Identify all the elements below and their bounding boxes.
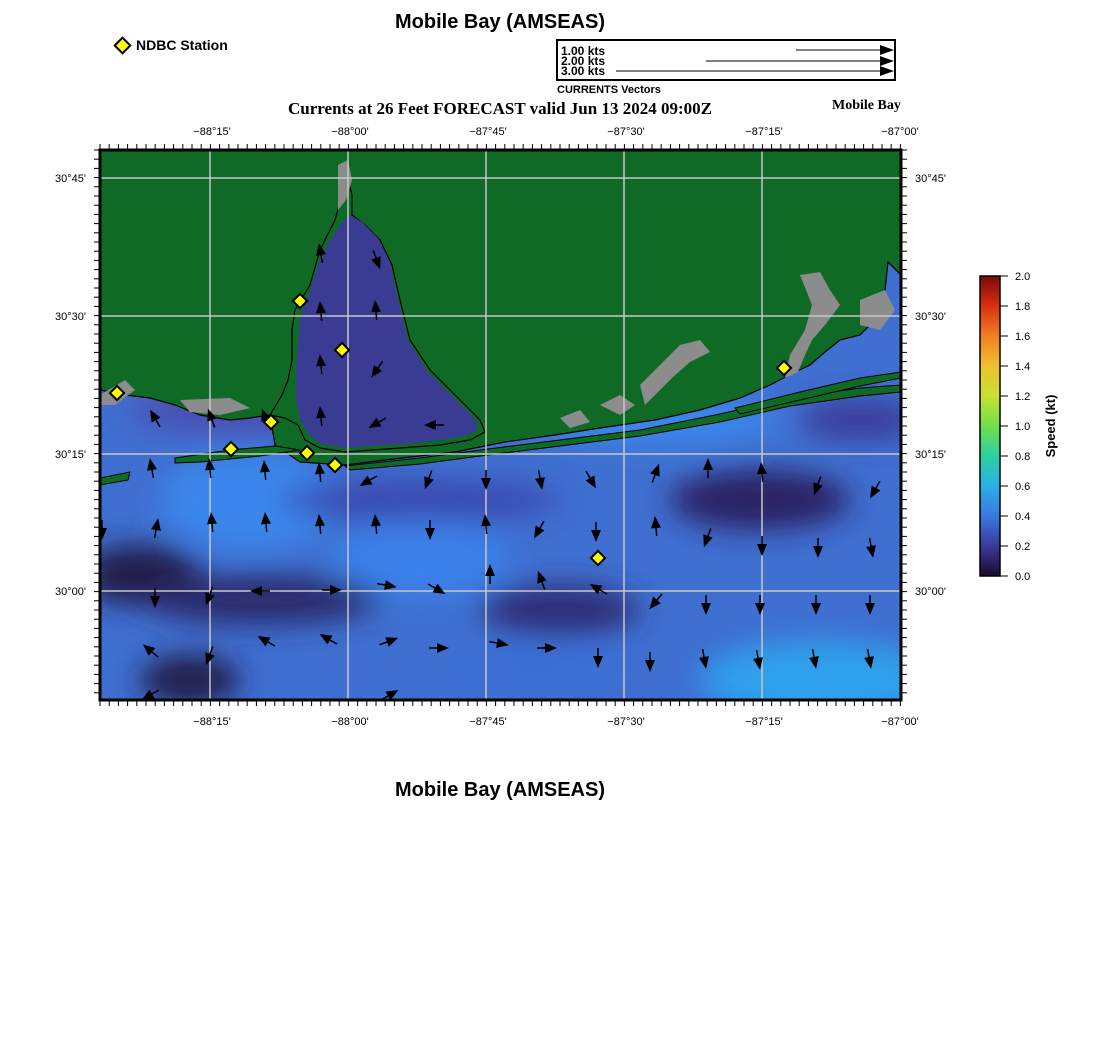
lon-tick-bottom-5: −87°15' bbox=[745, 716, 783, 728]
lon-tick-bottom-4: −87°30' bbox=[607, 716, 645, 728]
region-label: Mobile Bay bbox=[832, 98, 901, 113]
lon-tick-top-6: −87°00' bbox=[881, 126, 919, 138]
cbar-label-16: 1.6 bbox=[1015, 331, 1031, 343]
cbar-label-04: 0.4 bbox=[1015, 511, 1031, 523]
speed-colorbar bbox=[980, 271, 1058, 583]
lat-tick-right-3: 30°15' bbox=[915, 449, 946, 461]
cbar-label-20: 2.0 bbox=[1015, 271, 1031, 283]
vector-caption: CURRENTS Vectors bbox=[557, 84, 661, 96]
lat-tick-left-3: 30°15' bbox=[55, 449, 86, 461]
cbar-label-14: 1.4 bbox=[1015, 361, 1031, 373]
map-frame-content bbox=[80, 150, 940, 720]
lon-tick-top-4: −87°30' bbox=[607, 126, 645, 138]
lat-tick-right-1: 30°45' bbox=[915, 173, 946, 185]
lon-tick-bottom-2: −88°00' bbox=[331, 716, 369, 728]
lat-tick-left-1: 30°45' bbox=[55, 173, 86, 185]
vector-scale-label-3: 3.00 kts bbox=[561, 64, 606, 78]
lat-tick-right-4: 30°00' bbox=[915, 586, 946, 598]
lon-tick-top-1: −88°15' bbox=[193, 126, 231, 138]
page-title: Mobile Bay (AMSEAS) bbox=[394, 11, 606, 33]
cbar-label-06: 0.6 bbox=[1015, 481, 1031, 493]
lon-tick-top-3: −87°45' bbox=[469, 126, 507, 138]
colorbar-labels bbox=[1015, 271, 1030, 583]
cbar-label-02: 0.2 bbox=[1015, 541, 1031, 553]
lon-tick-bottom-6: −87°00' bbox=[881, 716, 919, 728]
lon-tick-bottom-3: −87°45' bbox=[469, 716, 507, 728]
lat-tick-left-2: 30°30' bbox=[55, 311, 86, 323]
cbar-label-12: 1.2 bbox=[1015, 391, 1031, 403]
station-legend-label: NDBC Station bbox=[136, 37, 228, 53]
colorbar-gradient bbox=[980, 276, 1000, 576]
colorbar-title: Speed (kt) bbox=[1043, 394, 1058, 458]
plot-title: Currents at 26 Feet FORECAST valid Jun 13 2024 09:00Z bbox=[288, 99, 712, 118]
lat-tick-left-4: 30°00' bbox=[55, 586, 86, 598]
vector-scale-label-2: 2.00 kts bbox=[561, 54, 606, 68]
lon-tick-top-5: −87°15' bbox=[745, 126, 783, 138]
lat-tick-right-2: 30°30' bbox=[915, 311, 946, 323]
cbar-label-00: 0.0 bbox=[1015, 571, 1031, 583]
cbar-label-08: 0.8 bbox=[1015, 451, 1031, 463]
lon-tick-top-2: −88°00' bbox=[331, 126, 369, 138]
cbar-label-10: 1.0 bbox=[1015, 421, 1031, 433]
footer-title: Mobile Bay (AMSEAS) bbox=[394, 779, 606, 801]
cbar-label-18: 1.8 bbox=[1015, 301, 1031, 313]
lon-tick-bottom-1: −88°15' bbox=[193, 716, 231, 728]
vector-scale-label-1: 1.00 kts bbox=[561, 44, 606, 58]
